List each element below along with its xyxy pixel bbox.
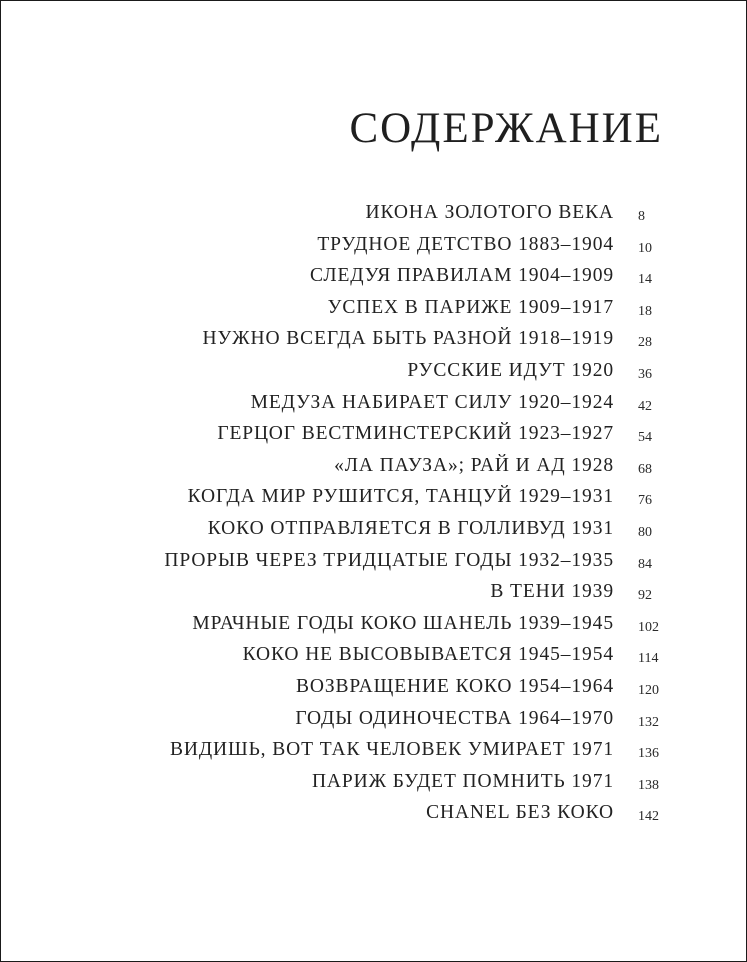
toc-entry-page-number: 132: [638, 714, 659, 730]
toc-entry-title: ВИДИШЬ, ВОТ ТАК ЧЕЛОВЕК УМИРАЕТ 1971: [169, 739, 614, 761]
toc-entry-title: ГЕРЦОГ ВЕСТМИНСТЕРСКИЙ 1923–1927: [217, 423, 614, 445]
toc-entry-title: МРАЧНЫЕ ГОДЫ КОКО ШАНЕЛЬ 1939–1945: [192, 612, 614, 634]
toc-entry: [1, 737, 746, 769]
toc-entry-title: CHANEL БЕЗ КОКО: [426, 802, 614, 824]
toc-entry-title: ГОДЫ ОДИНОЧЕСТВА 1964–1970: [295, 707, 614, 729]
toc-entry-title: ПАРИЖ БУДЕТ ПОМНИТЬ 1971: [311, 770, 614, 792]
toc-entry-page-number: 102: [638, 619, 659, 635]
toc-entry: [1, 611, 746, 643]
toc-entry: [1, 484, 746, 516]
toc-entry-title: «ЛА ПАУЗА»; РАЙ И АД 1928: [334, 454, 614, 476]
toc-entry: [1, 390, 746, 422]
toc-entry-title: ВОЗВРАЩЕНИЕ КОКО 1954–1964: [295, 675, 614, 697]
toc-entry: [1, 326, 746, 358]
toc-entry-page-number: 28: [638, 335, 652, 351]
toc-entry-page-number: 10: [638, 240, 652, 256]
toc-entry-title: КОКО ОТПРАВЛЯЕТСЯ В ГОЛЛИВУД 1931: [207, 517, 614, 539]
toc-entry: [1, 674, 746, 706]
toc-entry: [1, 800, 746, 832]
toc-entry-page-number: 14: [638, 272, 652, 288]
toc-entry-page-number: 92: [638, 588, 652, 604]
toc-entry-title: УСПЕХ В ПАРИЖЕ 1909–1917: [327, 296, 614, 318]
toc-entry-page-number: 80: [638, 524, 652, 540]
toc-entry: [1, 579, 746, 611]
toc-entry: [1, 706, 746, 738]
toc-entry-title: КОГДА МИР РУШИТСЯ, ТАНЦУЙ 1929–1931: [187, 486, 614, 508]
toc-entry: [1, 548, 746, 580]
toc-entry-title: РУССКИЕ ИДУТ 1920: [407, 359, 614, 381]
toc-entry: [1, 642, 746, 674]
toc-entry-page-number: 142: [638, 809, 659, 825]
toc-entry: [1, 358, 746, 390]
toc-entry-title: СЛЕДУЯ ПРАВИЛАМ 1904–1909: [309, 265, 614, 287]
toc-entry-page-number: 18: [638, 303, 652, 319]
toc-entry-page-number: 68: [638, 461, 652, 477]
toc-entry-page-number: 114: [638, 651, 659, 667]
page-title: СОДЕРЖАНИЕ: [349, 105, 663, 152]
toc-entry-page-number: 120: [638, 682, 659, 698]
toc-entry: [1, 295, 746, 327]
toc-entry: [1, 421, 746, 453]
toc-entry-page-number: 42: [638, 398, 652, 414]
toc-entry: [1, 263, 746, 295]
toc-entry: [1, 200, 746, 232]
toc-entry-page-number: 84: [638, 556, 652, 572]
toc-entry: [1, 769, 746, 801]
toc-entry: [1, 453, 746, 485]
toc-entry-title: МЕДУЗА НАБИРАЕТ СИЛУ 1920–1924: [250, 391, 614, 413]
toc-entry-page-number: 36: [638, 366, 652, 382]
table-of-contents: [1, 200, 746, 832]
toc-entry: [1, 516, 746, 548]
toc-entry-title: В ТЕНИ 1939: [490, 581, 614, 603]
toc-entry-title: КОКО НЕ ВЫСОВЫВАЕТСЯ 1945–1954: [242, 644, 614, 666]
toc-entry-title: ПРОРЫВ ЧЕРЕЗ ТРИДЦАТЫЕ ГОДЫ 1932–1935: [164, 549, 614, 571]
toc-entry-page-number: 54: [638, 430, 652, 446]
toc-entry-page-number: 76: [638, 493, 652, 509]
toc-entry-page-number: 136: [638, 746, 659, 762]
toc-entry-page-number: 8: [638, 209, 645, 224]
toc-entry-title: НУЖНО ВСЕГДА БЫТЬ РАЗНОЙ 1918–1919: [202, 328, 614, 350]
toc-entry-title: ИКОНА ЗОЛОТОГО ВЕКА: [365, 202, 614, 223]
toc-entry-page-number: 138: [638, 777, 659, 793]
toc-entry: [1, 232, 746, 264]
toc-entry-title: ТРУДНОЕ ДЕТСТВО 1883–1904: [317, 233, 614, 255]
